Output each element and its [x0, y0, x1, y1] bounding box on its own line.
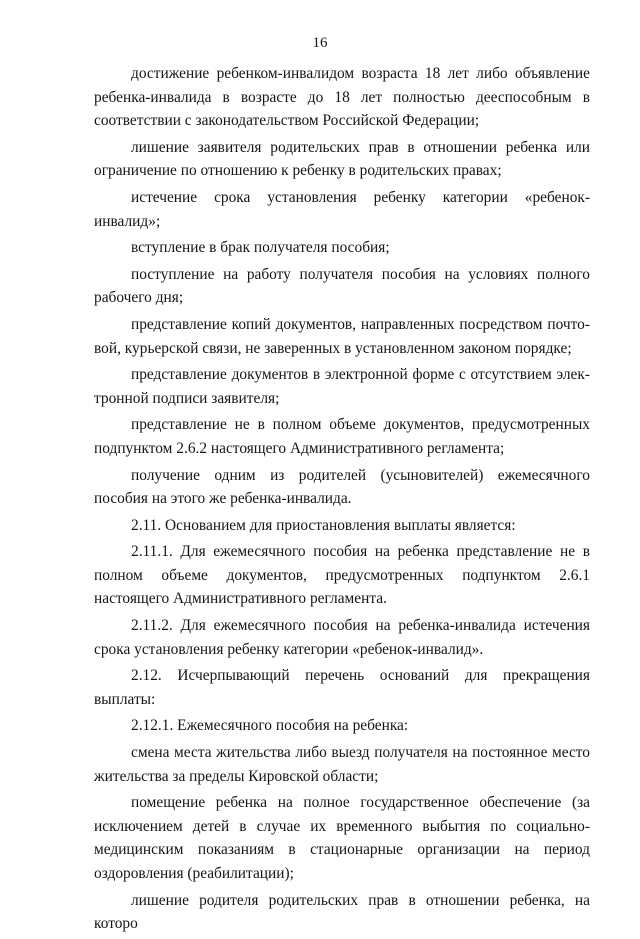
paragraph-8: представление не в полном объеме документов, предусмотренных подпунктом 2.6.2 настоящего Административного регламента;	[94, 416, 590, 457]
paragraph-16: помещение ребенка на полное государственное обеспечение (за исключением детей в случае их временного выбытия по социально-медицинским показаниям в стационарные организации на период оздоровления (реабилитации);	[94, 794, 590, 882]
paragraph-4: вступление в брак получателя пособия;	[131, 239, 390, 257]
paragraph-9: получение одним из родителей (усыновителей) ежемесячного пособия на этого же ребенка-инвалида.	[94, 466, 590, 508]
page-body	[94, 62, 590, 939]
paragraph-2: лишение заявителя родительских прав в отношении ребенка или ограничение по отношению к ребенку в родительских правах;	[94, 138, 590, 180]
paragraph-6: представление копий документов, направленных посредством почтовой, курьерской связи, не заверенных в установленном законом порядке;	[94, 315, 590, 357]
paragraph-1: достижение ребенком-инвалидом возраста 18 лет либо объявление ребенка-инвалида в возрасте до 18 лет полностью дееспособным в соответствии с законодательством Российской Федерации;	[94, 65, 590, 130]
clause-2-12-1: 2.12.1. Ежемесячного пособия на ребенка:	[131, 717, 409, 735]
paragraph-3: истечение срока установления ребенку категории «ребенок-инвалид»;	[94, 188, 590, 230]
paragraph-17: лишение родителя родительских прав в отношении ребенка, на которо	[94, 891, 590, 933]
clause-2-11-2: 2.11.2. Для ежемесячного пособия на ребенка-инвалида истечения срока установления ребенку категории «ребенок-инвалид».	[94, 617, 590, 658]
page-number: 16	[312, 35, 328, 51]
section-2-11-heading: 2.11. Основанием для приостановления выплаты является:	[131, 516, 516, 534]
paragraph-15: смена места жительства либо выезд получателя на постоянное место жительства за пределы Кировской области;	[94, 744, 590, 785]
clause-2-11-1: 2.11.1. Для ежемесячного пособия на ребенка представление не в полном объеме документов, предусмотренных подпунктом 2.6.1 настоящего Административного регламента.	[94, 543, 590, 608]
paragraph-5: поступление на работу получателя пособия на условиях полного рабочего дня;	[94, 265, 590, 307]
paragraph-7: представление документов в электронной форме с отсутствием электронной подписи заявителя;	[94, 366, 590, 407]
section-2-12-heading: 2.12. Исчерпывающий перечень оснований для прекращения выплаты:	[94, 667, 590, 708]
